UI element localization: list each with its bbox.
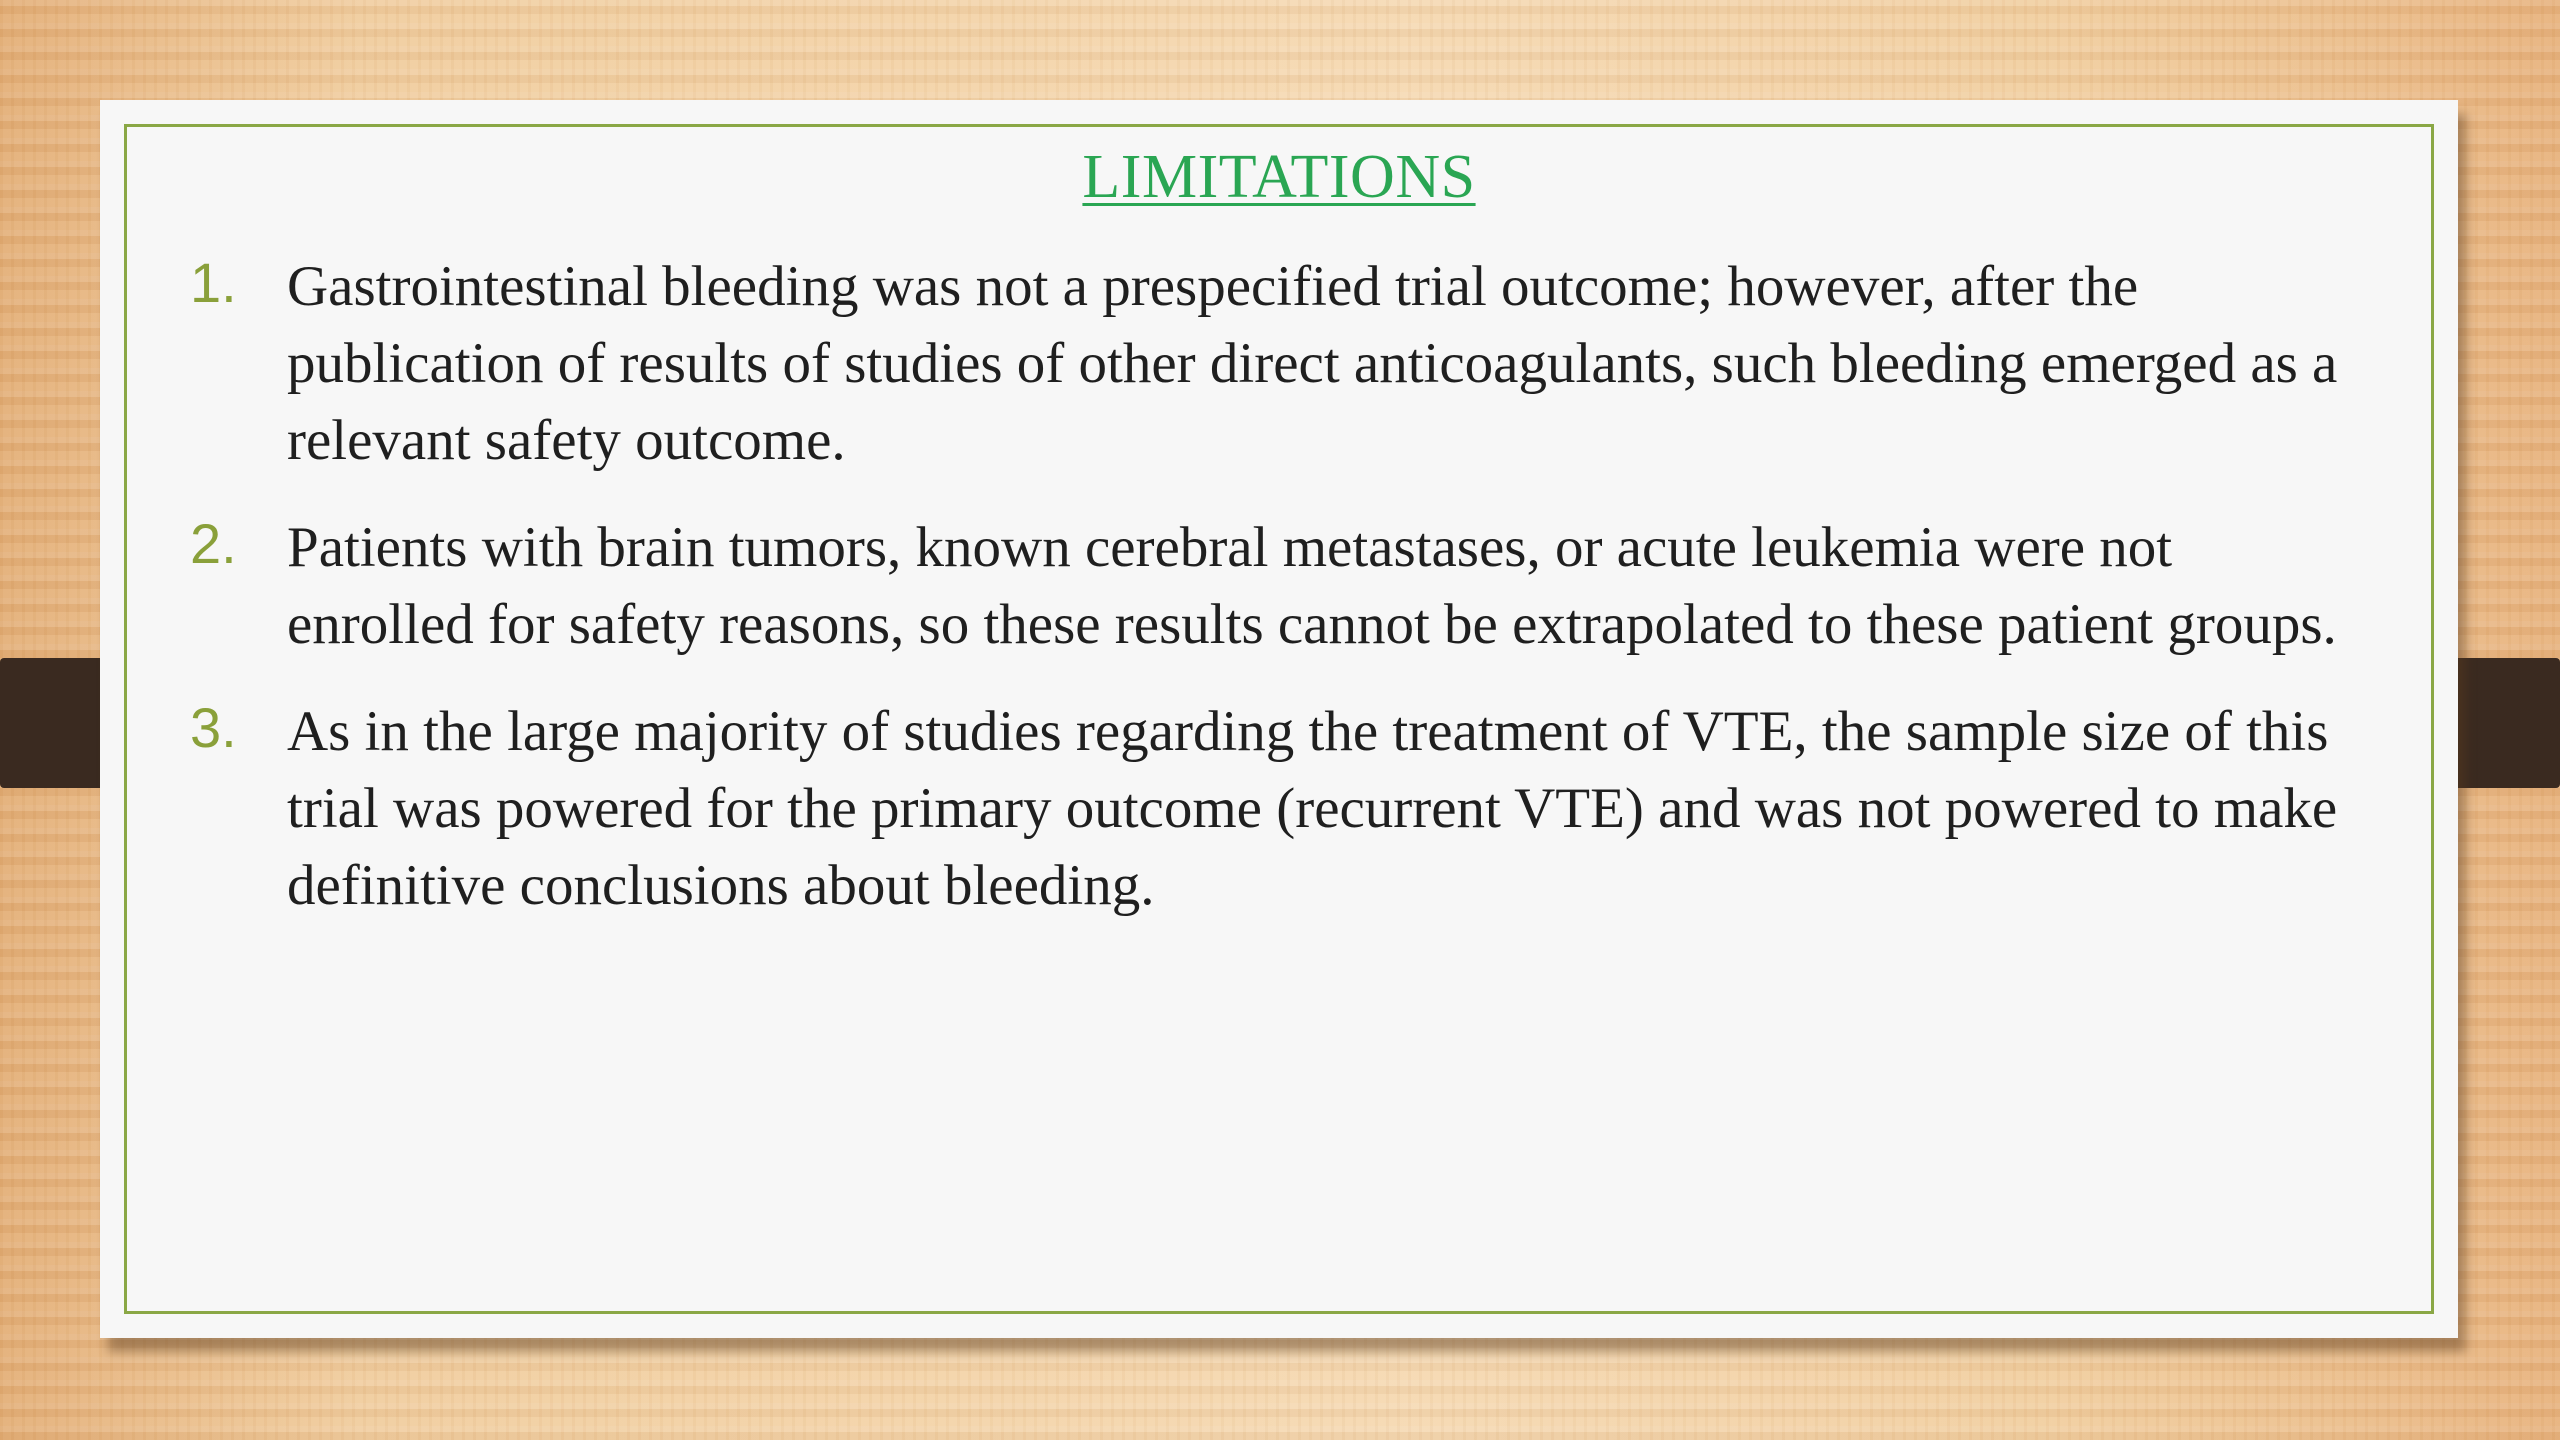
limitations-list [190, 248, 2360, 954]
list-item-number: 1. [190, 251, 237, 314]
list-item [190, 693, 2360, 924]
list-item-number: 3. [190, 696, 237, 759]
list-item-text: As in the large majority of studies regarding the treatment of VTE, the sample size of this trial was powered for the primary outcome (recurrent VTE) and was not powered to make definitive conclusions about bleeding. [287, 700, 2338, 917]
slide-card [100, 100, 2458, 1338]
list-item [190, 509, 2360, 663]
list-item-text: Gastrointestinal bleeding was not a prespecified trial outcome; however, after the publication of results of studies of other direct anticoagulants, such bleeding emerged as a relevant safety outcome. [287, 255, 2338, 472]
list-item [190, 248, 2360, 479]
slide-title: LIMITATIONS [1082, 143, 1476, 211]
list-item-text: Patients with brain tumors, known cerebral metastases, or acute leukemia were not enrolled for safety reasons, so these results cannot be extrapolated to these patient groups. [287, 516, 2337, 656]
list-item-number: 2. [190, 512, 237, 575]
